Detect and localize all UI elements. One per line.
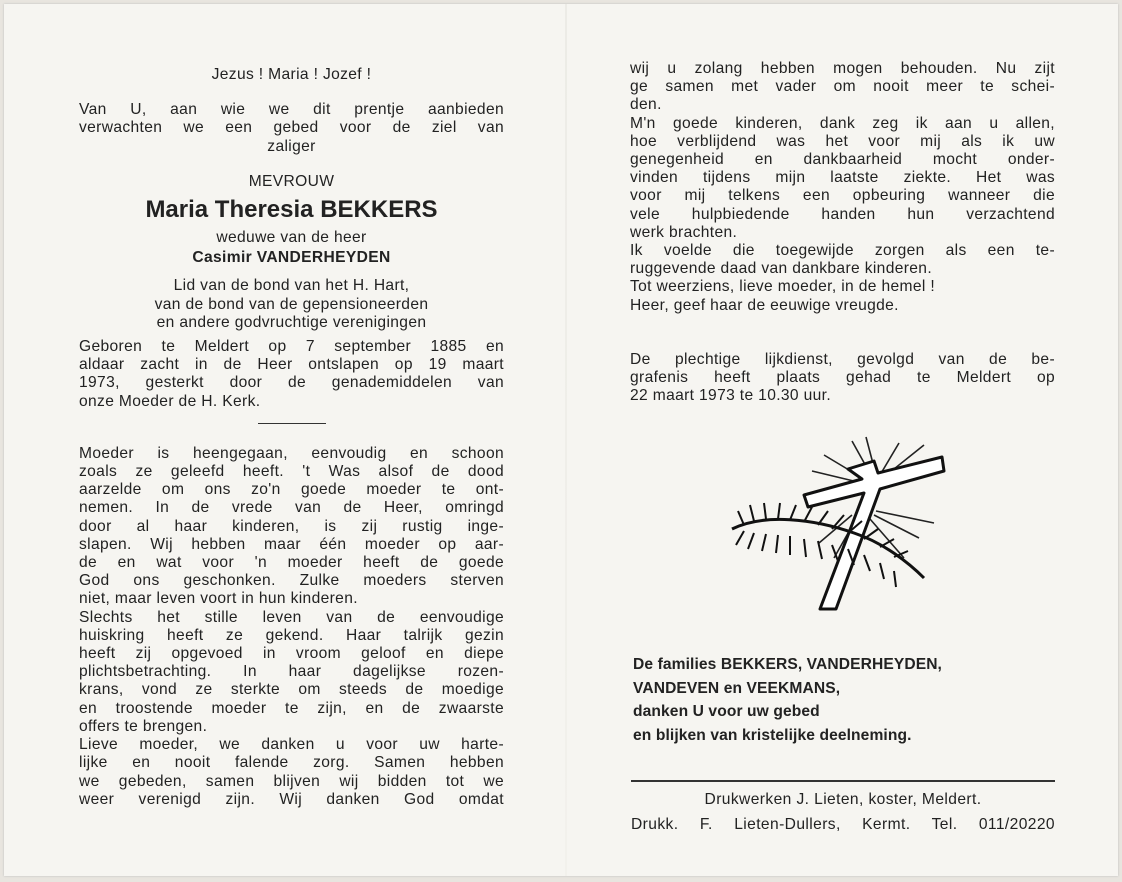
- birth-death-line: onze Moeder de H. Kerk.: [79, 392, 261, 410]
- eulogy-line: en troostende moeder te zijn, en de zwaarste: [79, 699, 504, 717]
- eulogy-line: aarzelde om ons zo'n goede moeder te ont-: [79, 481, 504, 499]
- membership-line: van de bond van de gepensioneerden: [154, 295, 429, 313]
- eulogy-line: krans, vond ze sterkte om steeds de moedige: [79, 681, 504, 699]
- widow-of: weduwe van de heer: [216, 229, 367, 247]
- intro-line: verwachten we een gebed voor de ziel van: [79, 119, 504, 137]
- eulogy-line: ge samen met vader om nooit meer te schei-: [630, 78, 1055, 96]
- eulogy-line: vele hulpbiedende handen hun verzachtend: [630, 205, 1055, 223]
- family-thanks: [633, 653, 1063, 747]
- eulogy-line: wij u zolang hebben mogen behouden. Nu zijt: [630, 60, 1055, 77]
- eulogy-line: voor mij telkens een opbeuring wanneer die: [630, 187, 1055, 205]
- funeral-line: 22 maart 1973 te 10.30 uur.: [630, 387, 832, 405]
- deceased-name: Maria Theresia BEKKERS: [145, 196, 438, 224]
- printer-line-2: Drukk. F. Lieten-Dullers, Kermt. Tel. 011/20220: [631, 816, 1055, 833]
- left-page: [79, 60, 504, 809]
- funeral-info: [630, 351, 1055, 406]
- memberships: [79, 277, 504, 332]
- eulogy-line: genegenheid en dankbaarheid mocht onder-: [630, 151, 1055, 169]
- eulogy-line: nemen. In de vrede van de Heer, omringd: [79, 499, 504, 517]
- thanks-line: De families BEKKERS, VANDERHEYDEN,: [633, 656, 942, 673]
- funeral-line: De plechtige lijkdienst, gevolgd van de be-: [630, 350, 1055, 368]
- intro-line: zaliger: [267, 137, 316, 155]
- thanks-line: danken U voor uw gebed: [633, 703, 820, 720]
- right-page: [630, 60, 1055, 405]
- eulogy-line: vinden tijdens mijn laatste ziekte. Het was: [630, 169, 1055, 187]
- eulogy-line: offers te brengen.: [79, 717, 208, 735]
- eulogy-line: Heer, geef haar de eeuwige vreugde.: [630, 296, 899, 314]
- deceased-title: MEVROUW: [248, 172, 335, 190]
- birth-death-info: [79, 338, 504, 411]
- birth-death-line: 1973, gesterkt door de genademiddelen van: [79, 374, 504, 392]
- membership-line: Lid van de bond van het H. Hart,: [173, 277, 410, 295]
- eulogy-line: Lieve moeder, we danken u voor uw harte-: [79, 736, 504, 754]
- intro-line: Van U, aan wie we dit prentje aanbieden: [79, 101, 504, 119]
- intro-text: [79, 101, 504, 156]
- eulogy-right: [630, 60, 1055, 315]
- eulogy-line: Slechts het stille leven van de eenvoudige: [79, 608, 504, 626]
- eulogy-line: Ik voelde die toegewijde zorgen als een te-: [630, 242, 1055, 260]
- thanks-line: en blijken van kristelijke deelneming.: [633, 726, 912, 744]
- birth-death-line: Geboren te Meldert op 7 september 1885 en: [79, 338, 504, 356]
- eulogy-line: God ons geschonken. Zulke moeders sterven: [79, 572, 504, 590]
- eulogy-line: de en wat voor 'n moeder heeft de goede: [79, 554, 504, 572]
- separator-line: [258, 423, 326, 424]
- membership-line: en andere godvruchtige verenigingen: [156, 313, 427, 331]
- printer-line-1: Drukwerken J. Lieten, koster, Meldert.: [704, 791, 982, 808]
- cross-with-palm-icon: [724, 433, 956, 615]
- eulogy-line: heeft zij opgevoed in vroom geloof en diepe: [79, 645, 504, 663]
- eulogy-line: zoals ze geleefd heeft. 't Was alsof de dood: [79, 463, 504, 481]
- eulogy-line: den.: [630, 96, 662, 114]
- invocation: Jezus ! Maria ! Jozef !: [211, 66, 372, 83]
- eulogy-line: plichtsbetrachting. In haar dagelijkse rozen-: [79, 663, 504, 681]
- thanks-line: VANDEVEN en VEEKMANS,: [633, 679, 841, 697]
- printer-separator: [631, 780, 1055, 782]
- eulogy-line: Tot weerziens, lieve moeder, in de hemel !: [630, 278, 936, 296]
- eulogy-line: door al haar kinderen, is zij rustig inge-: [79, 517, 504, 535]
- eulogy-line: niet, maar leven voort in hun kinderen.: [79, 590, 358, 608]
- eulogy-line: weer verenigd zijn. Wij danken God omdat: [79, 790, 504, 808]
- husband-name: Casimir VANDERHEYDEN: [192, 249, 391, 267]
- eulogy-line: slapen. Wij hebben maar één moeder op aar-: [79, 535, 504, 553]
- eulogy-line: ruggevende daad van dankbare kinderen.: [630, 260, 933, 278]
- eulogy-line: hoe verblijdend was het voor mij als ik uw: [630, 132, 1055, 150]
- eulogy-line: werk brachten.: [630, 223, 738, 241]
- eulogy-line: M'n goede kinderen, dank zeg ik aan u allen,: [630, 114, 1055, 132]
- birth-death-line: aldaar zacht in de Heer ontslapen op 19 maart: [79, 356, 504, 374]
- eulogy-line: huiskring heeft ze gekend. Haar talrijk gezin: [79, 626, 504, 644]
- funeral-line: grafenis heeft plaats gehad te Meldert op: [630, 369, 1055, 387]
- eulogy-line: lijke en nooit falende zorg. Samen hebben: [79, 754, 504, 772]
- eulogy-left: [79, 445, 504, 809]
- card-fold: [565, 4, 567, 876]
- eulogy-line: Moeder is heengegaan, eenvoudig en schoon: [79, 444, 504, 462]
- eulogy-line: we gebeden, samen blijven wij bidden tot we: [79, 772, 504, 790]
